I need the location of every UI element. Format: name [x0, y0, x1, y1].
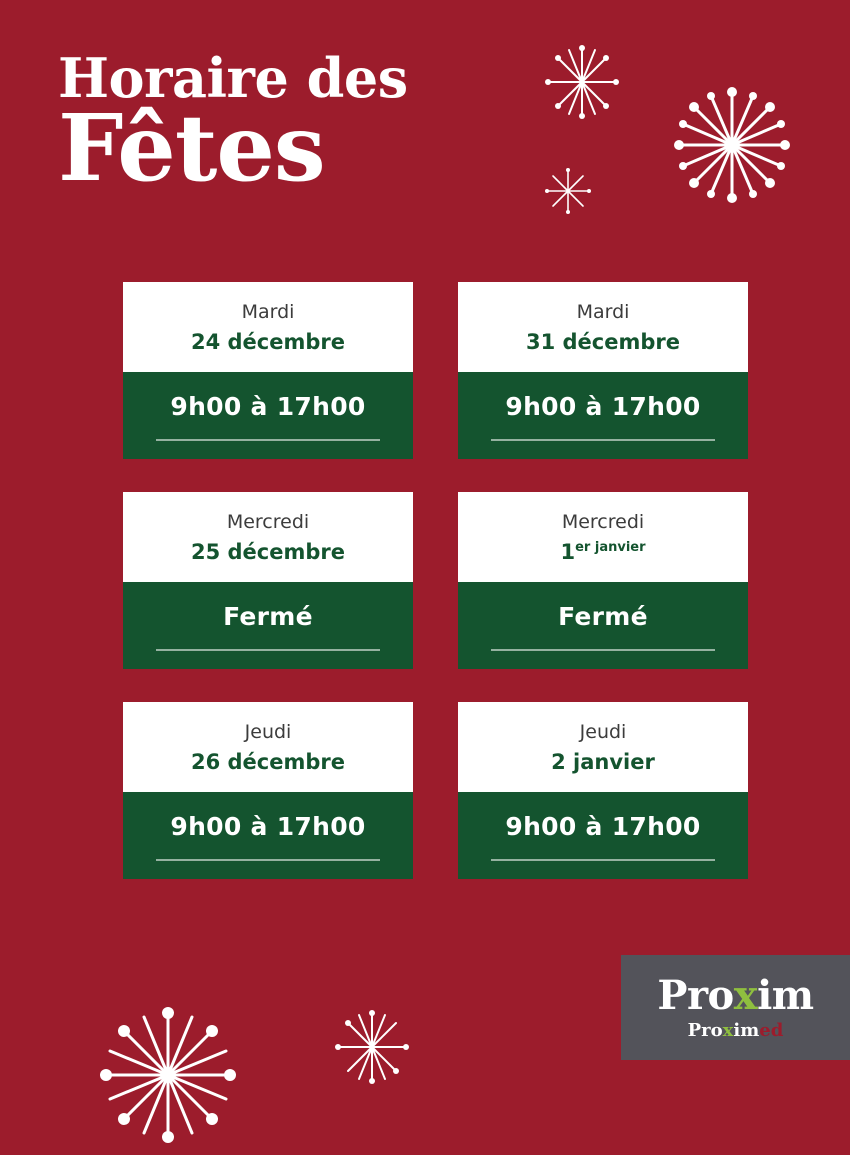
schedule-row: [123, 702, 748, 879]
card-weekday: Mardi: [241, 301, 295, 323]
card-body: [123, 582, 413, 669]
snowflake-icon: [88, 995, 248, 1155]
snowflake-icon: [542, 165, 594, 217]
card-date: [468, 328, 738, 356]
card-header: [123, 702, 413, 792]
snowflake-icon: [542, 42, 622, 122]
schedule-grid: [123, 282, 748, 912]
card-body: [123, 372, 413, 459]
card-body: [458, 582, 748, 669]
logo-sub-suffix: ed: [759, 1019, 784, 1041]
card-date: [133, 538, 403, 566]
card-header: [458, 282, 748, 372]
schedule-card: [458, 492, 748, 669]
card-divider: [491, 439, 714, 441]
proxim-logo: [621, 955, 850, 1060]
card-date-text: 26 décembre: [190, 749, 345, 774]
card-weekday: Mercredi: [226, 511, 310, 534]
card-divider: [156, 649, 379, 651]
card-date-text: 25 décembre: [190, 539, 345, 564]
card-divider: [491, 859, 714, 861]
card-body: [458, 792, 748, 879]
schedule-card: [123, 282, 413, 459]
schedule-card: [458, 282, 748, 459]
card-header: [458, 702, 748, 792]
card-hours: 9h00 à 17h00: [505, 392, 701, 422]
logo-wordmark: [657, 971, 814, 1019]
card-divider: [156, 859, 379, 861]
logo-sub-accent: x: [722, 1019, 734, 1041]
schedule-card: [123, 492, 413, 669]
logo-accent-letter: x: [733, 971, 758, 1019]
card-date-text: 24 décembre: [190, 329, 345, 354]
card-weekday: Mardi: [576, 301, 630, 323]
card-date-suffix: er janvier: [575, 539, 646, 555]
logo-sub-part2: im: [733, 1019, 760, 1041]
page-title: [58, 46, 408, 202]
card-body: [123, 792, 413, 879]
card-body: [458, 372, 748, 459]
card-header: [123, 282, 413, 372]
card-date: [133, 748, 403, 776]
card-weekday: Jeudi: [579, 721, 627, 744]
card-divider: [491, 649, 714, 651]
card-header: [458, 492, 748, 582]
card-hours: Fermé: [558, 602, 648, 632]
schedule-card: [123, 702, 413, 879]
logo-name-part1: Pro: [657, 971, 734, 1019]
card-date: [133, 328, 403, 356]
logo-name-part2: im: [757, 971, 814, 1019]
card-date-text: 1: [560, 539, 576, 564]
schedule-row: [123, 282, 748, 459]
card-header: [123, 492, 413, 582]
logo-sub-part1: Pro: [687, 1019, 723, 1041]
card-date-text: 31 décembre: [525, 329, 680, 354]
card-divider: [156, 439, 379, 441]
card-hours: Fermé: [223, 602, 313, 632]
card-date-text: 2 janvier: [551, 749, 655, 774]
card-hours: 9h00 à 17h00: [170, 392, 366, 422]
logo-subbrand: [687, 1019, 784, 1041]
snowflake-icon: [330, 1005, 414, 1089]
snowflake-icon: [665, 78, 800, 213]
card-weekday: Jeudi: [244, 721, 292, 744]
title-line-2: Fêtes: [58, 93, 325, 202]
title-line-1: Horaire des: [58, 46, 408, 110]
card-weekday: Mercredi: [561, 511, 645, 534]
card-hours: 9h00 à 17h00: [170, 812, 366, 842]
card-hours: 9h00 à 17h00: [505, 812, 701, 842]
schedule-card: [458, 702, 748, 879]
card-date: [468, 748, 738, 776]
schedule-row: [123, 492, 748, 669]
card-date: [468, 538, 738, 566]
